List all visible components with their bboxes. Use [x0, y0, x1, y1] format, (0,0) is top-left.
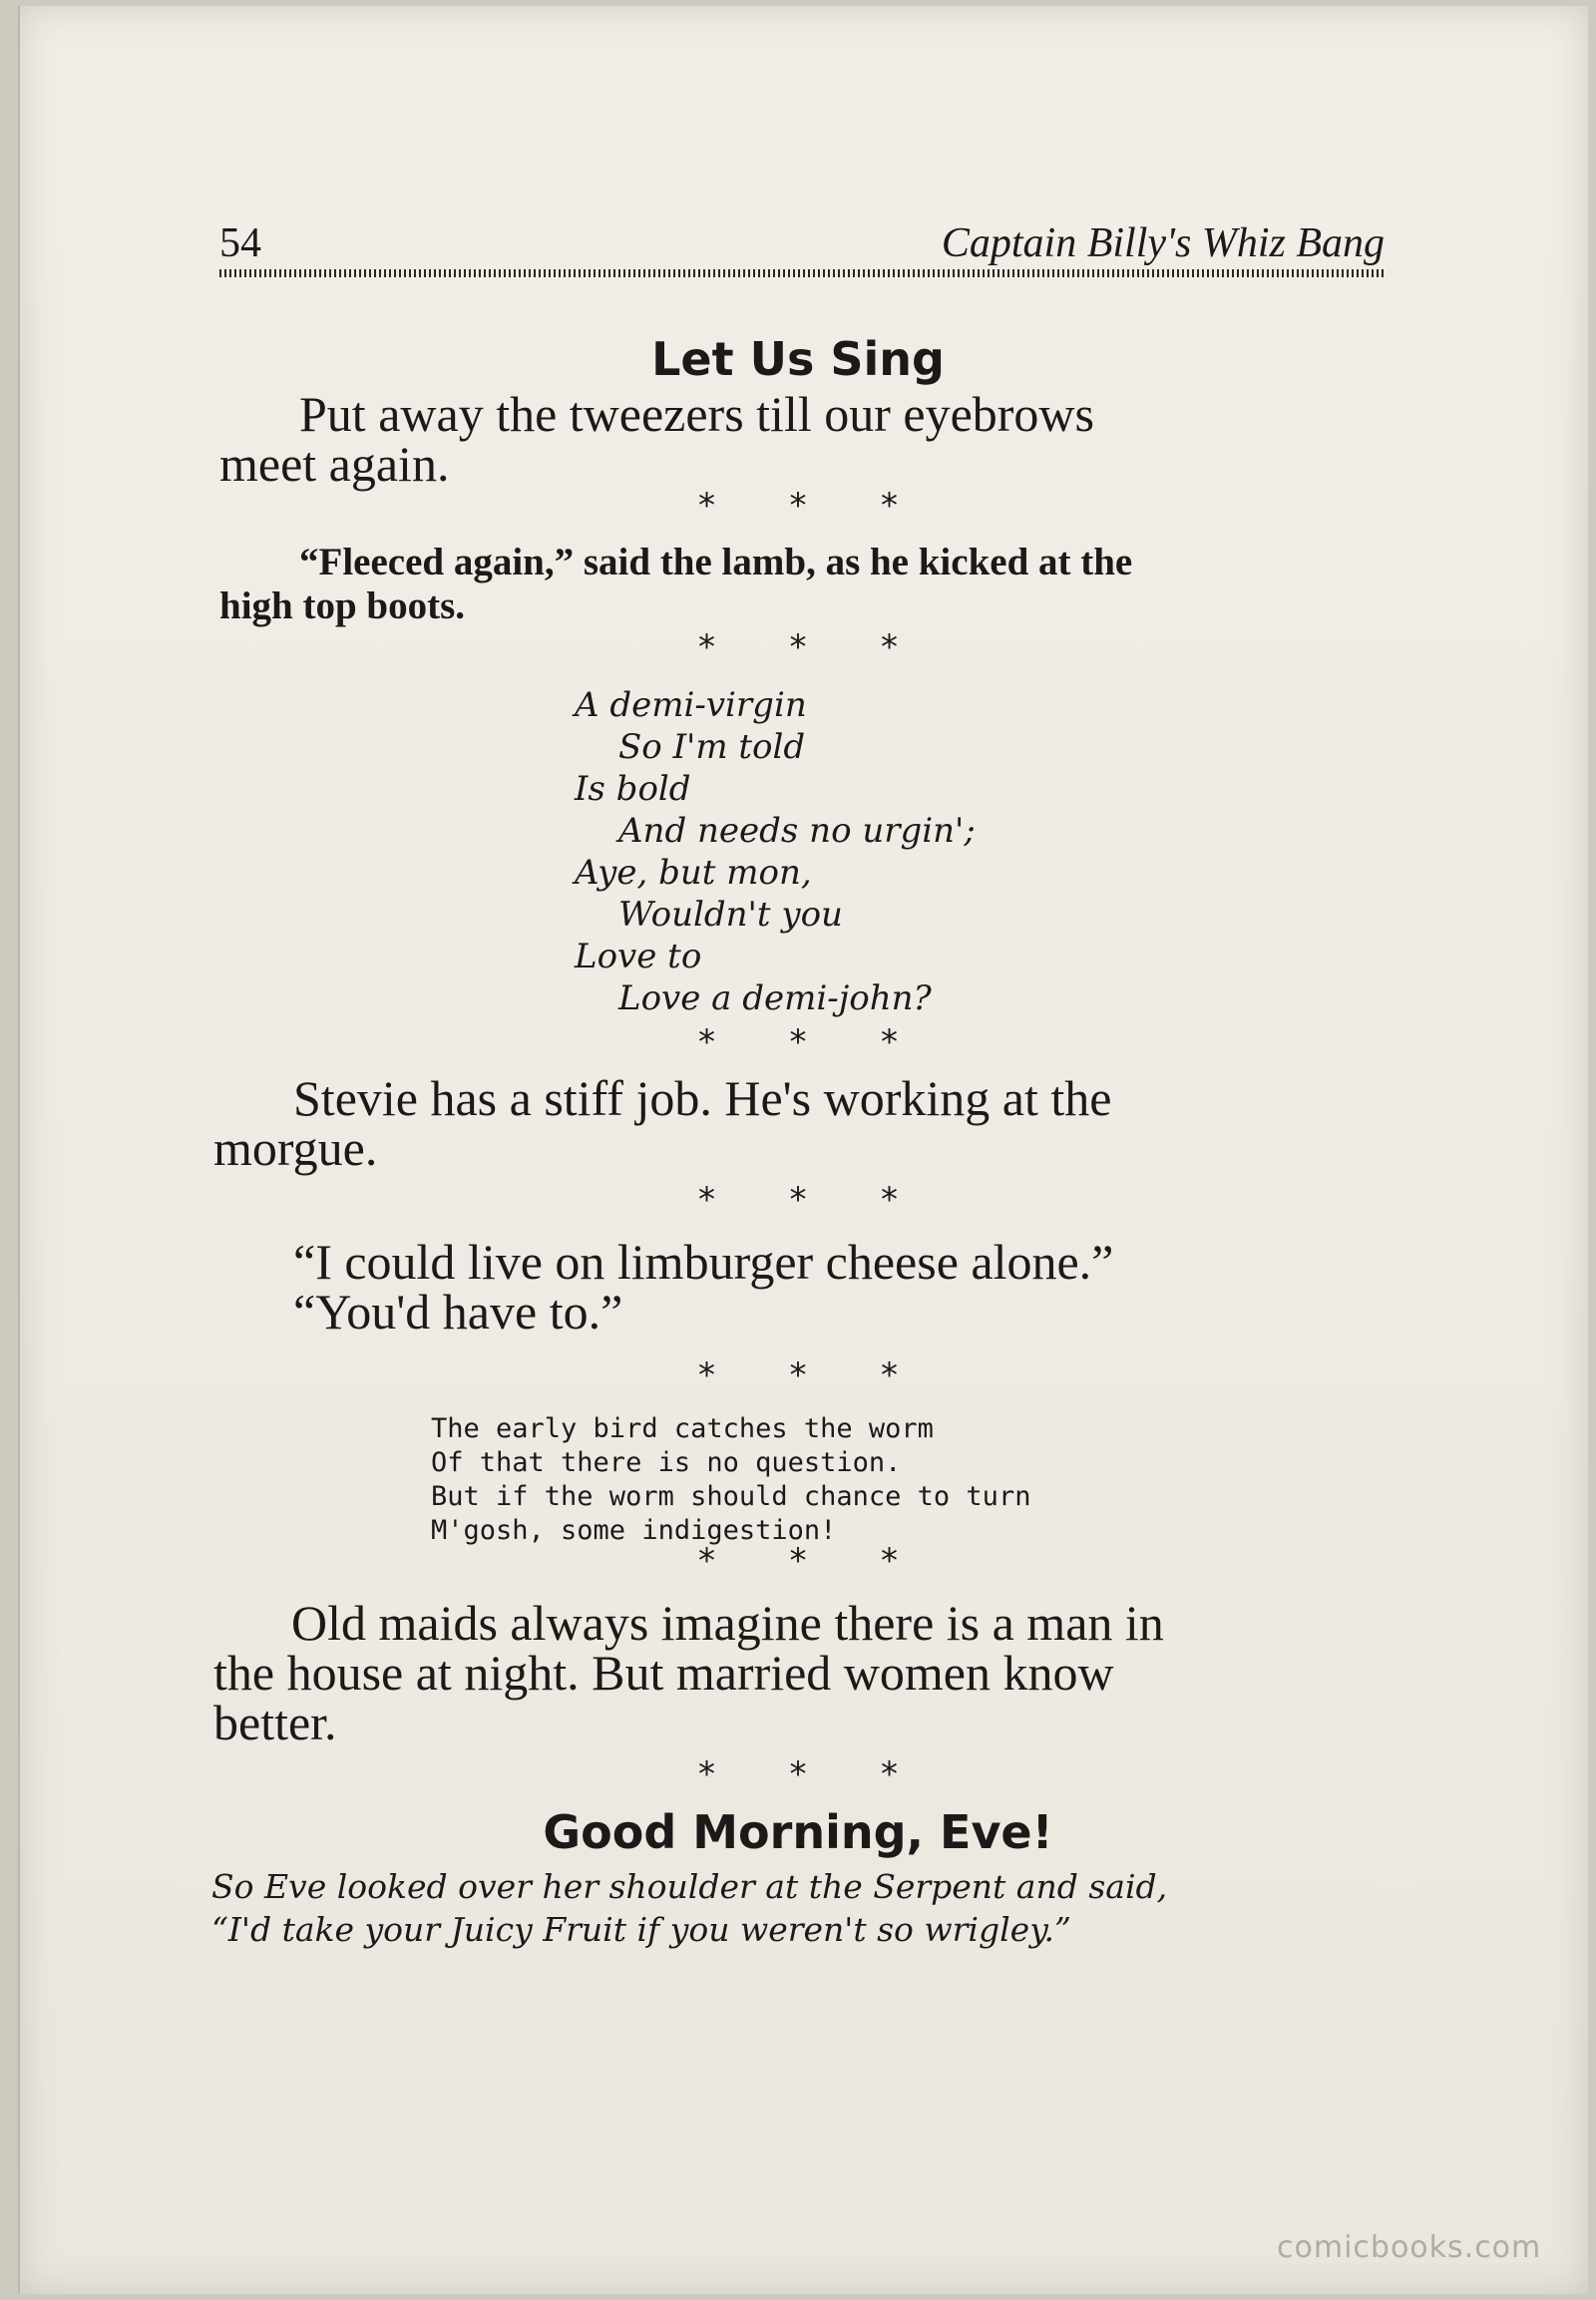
- verse-early-bird: [431, 1412, 1030, 1548]
- watermark: comicbooks.com: [1277, 2230, 1542, 2265]
- verse-line: Love to: [575, 937, 702, 976]
- star: *: [698, 1754, 715, 1794]
- star: *: [881, 486, 898, 526]
- divider-stars: [698, 1541, 898, 1581]
- joke-stevie: [213, 1070, 1387, 1176]
- verse-demi-virgin: [575, 684, 976, 1019]
- verse-line: Is bold: [575, 769, 691, 809]
- verse-line: The early bird catches the worm: [431, 1413, 934, 1444]
- star: *: [698, 1180, 715, 1220]
- verse-line: Of that there is no question.: [431, 1447, 902, 1478]
- star: *: [698, 1022, 715, 1062]
- star: *: [789, 1355, 807, 1395]
- page-number: 54: [219, 220, 261, 266]
- divider-stars: [698, 1754, 898, 1794]
- star: *: [789, 1754, 807, 1794]
- joke-eve-line1: So Eve looked over her shoulder at the Serpent and said,: [211, 1867, 1168, 1906]
- star: *: [881, 1180, 898, 1220]
- joke-limburger-line2: “You'd have to.”: [293, 1284, 623, 1340]
- verse-line: M'gosh, some indigestion!: [431, 1515, 837, 1546]
- section-title-let-us-sing: Let Us Sing: [651, 332, 945, 386]
- joke-fleeced-line2: high top boots.: [219, 584, 465, 627]
- divider-stars: [698, 627, 898, 667]
- joke-good-morning-eve: [211, 1865, 1167, 1951]
- joke-stevie-line1: Stevie has a stiff job. He's working at the: [293, 1070, 1112, 1126]
- verse-line: A demi-virgin: [575, 685, 807, 725]
- star: *: [789, 486, 807, 526]
- divider-stars: [698, 486, 898, 526]
- joke-tweezers-line2: meet again.: [219, 436, 450, 492]
- verse-line: But if the worm should chance to turn: [431, 1481, 1031, 1512]
- verse-line: And needs no urgin';: [618, 811, 976, 851]
- star: *: [789, 1022, 807, 1062]
- star: *: [881, 1754, 898, 1794]
- joke-fleeced-line1: “Fleeced again,” said the lamb, as he kicked at the: [299, 541, 1133, 583]
- joke-tweezers-line1-text: Put away the tweezers till our eyebrows: [299, 386, 1094, 442]
- section-title-good-morning-eve: Good Morning, Eve!: [543, 1805, 1053, 1859]
- star: *: [789, 1180, 807, 1220]
- joke-stevie-line2: morgue.: [213, 1120, 378, 1176]
- star: *: [789, 627, 807, 667]
- star: *: [698, 1541, 715, 1581]
- joke-old-maids-line3: better.: [213, 1695, 337, 1750]
- joke-old-maids-line1: Old maids always imagine there is a man in: [291, 1595, 1164, 1651]
- star: *: [789, 1541, 807, 1581]
- verse-line: So I'm told: [618, 727, 806, 767]
- divider-stars: [698, 1180, 898, 1220]
- header-rule: [219, 269, 1385, 277]
- joke-fleeced: [219, 541, 1387, 628]
- star: *: [698, 1355, 715, 1395]
- verse-line: Wouldn't you: [618, 895, 843, 935]
- star: *: [881, 627, 898, 667]
- star: *: [698, 627, 715, 667]
- joke-tweezers-line1: [219, 386, 1387, 442]
- joke-old-maids: [213, 1595, 1391, 1750]
- joke-eve-line2: “I'd take your Juicy Fruit if you weren't so wrigley.”: [211, 1910, 1071, 1949]
- running-head: [219, 217, 1385, 277]
- divider-stars: [698, 1022, 898, 1062]
- divider-stars: [698, 1355, 898, 1395]
- star: *: [881, 1541, 898, 1581]
- verse-line: Aye, but mon,: [575, 853, 812, 893]
- joke-old-maids-line2: the house at night. But married women know: [213, 1645, 1114, 1701]
- running-title: Captain Billy's Whiz Bang: [941, 220, 1385, 266]
- joke-limburger: [293, 1234, 1391, 1340]
- star: *: [881, 1355, 898, 1395]
- star: *: [698, 486, 715, 526]
- verse-line: Love a demi-john?: [618, 978, 932, 1018]
- star: *: [881, 1022, 898, 1062]
- joke-tweezers: [219, 386, 1387, 492]
- joke-limburger-line1: “I could live on limburger cheese alone.”: [293, 1234, 1114, 1290]
